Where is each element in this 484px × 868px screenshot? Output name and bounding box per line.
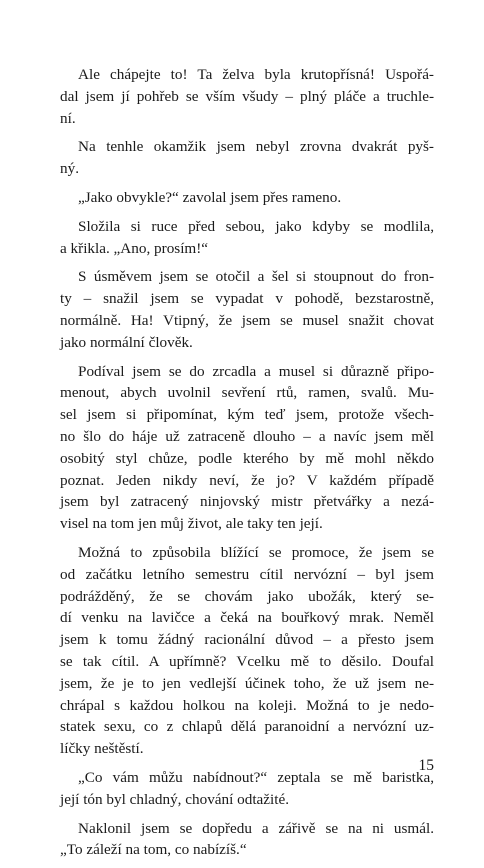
text-line: se tak cítil. A upřímně? Vcelku mě to děsilo. Doufal: [60, 652, 434, 670]
text-line: jsem, že je to jen vedlejší účinek toho, že už jsem ne-: [60, 674, 434, 692]
text-line: Složila si ruce před sebou, jako kdyby se modlila,: [78, 217, 434, 235]
paragraph: [60, 266, 434, 353]
text-line: „Co vám můžu nabídnout?“ zeptala se mě baristka,: [78, 768, 434, 786]
text-line: dal jsem jí pohřeb se vším všudy – plný pláče a truchle-: [60, 87, 434, 105]
paragraph: [60, 216, 434, 260]
paragraph: [60, 64, 434, 129]
paragraph: [60, 361, 434, 535]
text-line: Ale chápejte to! Ta želva byla krutopřísná! Uspořá-: [78, 66, 434, 83]
text-line: její tón byl chladný, chování odtažité.: [60, 790, 290, 808]
text-line: ní.: [60, 109, 76, 127]
text-line: osobitý styl chůze, podle kterého by mě mohl někdo: [60, 449, 434, 467]
text-line: „Jako obvykle?“ zavolal jsem přes rameno.: [78, 188, 342, 206]
text-line: Naklonil jsem se dopředu a zářivě se na ni usmál.: [78, 819, 434, 837]
paragraph: [60, 767, 434, 811]
body-text: [60, 64, 434, 868]
paragraph: [60, 818, 434, 862]
text-line: menout, abych uvolnil sevření rtů, ramen, svalů. Mu-: [60, 384, 434, 402]
text-line: ný.: [60, 160, 79, 178]
text-line: statek sexu, co z chlapů dělá paranoidní a nervózní uz-: [60, 718, 434, 736]
text-line: Možná to způsobila blížící se promoce, že jsem se: [78, 543, 434, 561]
text-line: Na tenhle okamžik jsem nebyl zrovna dvakrát pyš-: [78, 138, 434, 156]
text-line: jsem byl zatracený ninjovský mistr přetvářky a nezá-: [60, 493, 434, 511]
text-line: Podíval jsem se do zrcadla a musel si důrazně připo-: [78, 362, 434, 380]
text-line: poznat. Jeden nikdy neví, že jo? V každém případě: [60, 471, 434, 489]
paragraph: [60, 187, 434, 209]
text-line: od začátku letního semestru cítil nervózní – byl jsem: [60, 565, 434, 583]
text-line: chrápal s každou holkou na koleji. Možná to je nedo-: [60, 696, 434, 714]
text-line: ty – snažil jsem se vypadat v pohodě, bezstarostně,: [60, 290, 434, 308]
text-line: S úsměvem jsem se otočil a šel si stoupnout do fron-: [78, 268, 434, 286]
text-line: normálně. Ha! Vtipný, že jsem se musel snažit chovat: [60, 311, 434, 329]
paragraph: [60, 542, 434, 760]
text-line: no šlo do háje už zatraceně dlouho – a navíc jsem měl: [60, 427, 434, 445]
text-line: sel jsem si připomínat, kým teď jsem, protože všech-: [60, 406, 434, 424]
text-line: dí venku na lavičce a čeká na bouřkový mrak. Neměl: [60, 609, 434, 627]
text-line: jsem k tomu žádný racionální důvod – a přesto jsem: [60, 631, 434, 649]
paragraph: [60, 136, 434, 180]
page-number: 15: [418, 757, 434, 774]
text-line: jako normální člověk.: [60, 333, 193, 351]
text-line: visel na tom jen můj život, ale taky ten její.: [60, 515, 323, 533]
text-line: líčky neštěstí.: [60, 740, 144, 758]
text-line: podrážděný, že se chovám jako ubožák, který se-: [60, 587, 434, 605]
text-line: a křikla. „Ano, prosím!“: [60, 239, 209, 257]
text-line: „To záleží na tom, co nabízíš.“: [60, 841, 247, 859]
